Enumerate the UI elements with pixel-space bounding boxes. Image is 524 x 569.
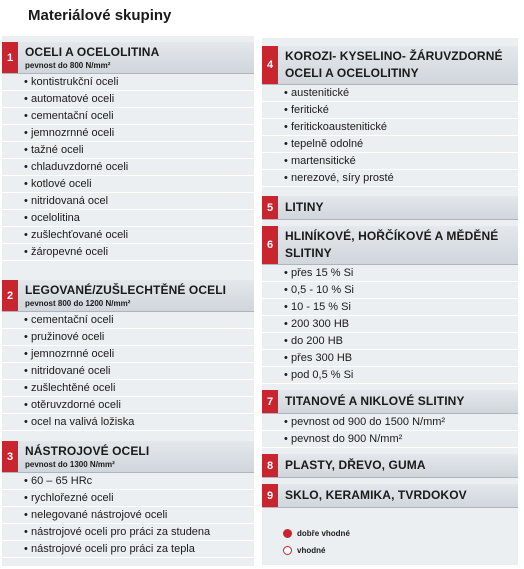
group-number: 1 [2,42,18,73]
group-items [262,414,518,448]
group-header [262,390,518,414]
legend-ok-label: vhodné [297,546,326,555]
bullet-icon: • [24,509,28,521]
group-7 [262,390,518,448]
bullet-icon: • [24,416,28,428]
list-item-label: otěruvzdorné oceli [31,399,121,411]
list-item-label: pod 0,5 % Si [291,369,354,381]
list-item [2,346,254,363]
list-item [2,91,254,108]
bullet-icon: • [284,121,288,133]
list-item [2,380,254,397]
bullet-icon: • [284,138,288,150]
group-header [2,280,254,312]
group-6 [262,226,518,384]
bullet-icon: • [24,229,28,241]
group-2 [2,280,254,431]
group-number: 5 [262,196,278,219]
group-header [262,454,518,478]
group-9 [262,484,518,508]
list-item [262,299,518,316]
list-item-label: přes 15 % Si [291,267,354,279]
legend-good-label: dobře vhodné [297,529,350,538]
list-item-label: tepelně odolné [291,138,364,150]
list-item [262,367,518,384]
list-item [2,159,254,176]
list-item [2,125,254,142]
group-title: OCELI A OCELOLITINA [25,45,160,59]
list-item-label: nerezové, síry prosté [291,172,394,184]
list-item [2,363,254,380]
list-item [2,74,254,91]
bullet-icon: • [284,301,288,313]
list-item-label: pružinové oceli [31,331,105,343]
list-item [262,136,518,153]
bullet-icon: • [24,127,28,139]
list-item-label: cementační oceli [31,314,114,326]
group-title: NÁSTROJOVÉ OCELI [25,444,150,458]
group-header [262,46,518,85]
list-item [262,333,518,350]
list-item-label: kotlové oceli [31,178,92,190]
list-item-label: martensitické [291,155,356,167]
filled-circle-icon [283,529,292,538]
bullet-icon: • [284,433,288,445]
group-items [2,74,254,261]
bullet-icon: • [24,314,28,326]
list-item-label: žáropevné oceli [31,246,109,258]
group-number: 3 [2,441,18,472]
list-item-label: feritické [291,104,329,116]
list-item-label: jemnozrnné oceli [31,127,115,139]
list-item [262,265,518,282]
list-item [2,193,254,210]
list-item [2,108,254,125]
group-subtitle: pevnost do 1300 N/mm² [25,460,115,469]
list-item [2,490,254,507]
list-item-label: 200 300 HB [291,318,350,330]
group-title: TITANOVÉ A NIKLOVÉ SLITINY [285,394,465,408]
list-item [262,431,518,448]
bullet-icon: • [284,369,288,381]
group-number: 9 [262,484,278,507]
group-header [2,42,254,74]
bullet-icon: • [284,172,288,184]
list-item [262,119,518,136]
bullet-icon: • [24,492,28,504]
list-item-label: nitridovaná ocel [31,195,109,207]
group-subtitle: pevnost 800 do 1200 N/mm² [25,299,131,308]
group-title-line2: SLITINY [285,246,332,260]
bullet-icon: • [284,155,288,167]
list-item [2,312,254,329]
list-item [2,142,254,159]
list-item-label: feritickoaustenitické [291,121,387,133]
list-item-label: nástrojové oceli pro práci za studena [31,526,211,538]
group-title-line2: OCELI A OCELOLITINY [285,66,419,80]
list-item-label: ocel na valivá ložiska [31,416,135,428]
list-item [2,329,254,346]
group-number: 4 [262,46,278,84]
list-item [262,316,518,333]
bullet-icon: • [24,543,28,555]
group-title: LEGOVANÉ/ZUŠLECHTĚNÉ OCELI [25,283,227,297]
list-item [262,102,518,119]
list-item-label: 60 – 65 HRc [31,475,93,487]
list-item-label: rychlořezné oceli [31,492,114,504]
bullet-icon: • [24,178,28,190]
list-item-label: ocelolitina [31,212,80,224]
group-items [2,312,254,431]
legend-ok [283,546,325,555]
bullet-icon: • [284,352,288,364]
list-item [2,414,254,431]
list-item [2,227,254,244]
list-item-label: chladuvzdorné oceli [31,161,129,173]
bullet-icon: • [284,267,288,279]
bullet-icon: • [24,475,28,487]
list-item [262,153,518,170]
list-item-label: přes 300 HB [291,352,353,364]
legend-good [283,529,350,538]
group-3 [2,441,254,558]
bullet-icon: • [24,144,28,156]
list-item [2,397,254,414]
list-item [262,350,518,367]
list-item-label: nelegované nástrojové oceli [31,509,168,521]
group-number: 6 [262,226,278,264]
bullet-icon: • [24,246,28,258]
list-item [262,282,518,299]
list-item [262,85,518,102]
right-column [262,38,518,565]
list-item [2,524,254,541]
list-item-label: 0,5 - 10 % Si [291,284,354,296]
group-number: 8 [262,454,278,477]
list-item-label: nástrojové oceli pro práci za tepla [31,543,195,555]
bullet-icon: • [284,87,288,99]
bullet-icon: • [284,284,288,296]
group-title: KOROZI- KYSELINO- ŽÁRUVZDORNÉ [285,49,503,63]
list-item [2,507,254,524]
bullet-icon: • [24,76,28,88]
group-subtitle: pevnost do 800 N/mm² [25,61,111,70]
bullet-icon: • [24,212,28,224]
bullet-icon: • [24,93,28,105]
empty-circle-icon [283,546,292,555]
bullet-icon: • [24,331,28,343]
group-header [262,226,518,265]
list-item [2,210,254,227]
group-header [262,484,518,508]
list-item [2,244,254,261]
group-title: HLINÍKOVÉ, HOŘČÍKOVÉ A MĚDĚNÉ [285,229,499,243]
group-header [2,441,254,473]
bullet-icon: • [284,318,288,330]
list-item [2,541,254,558]
bullet-icon: • [24,382,28,394]
group-8 [262,454,518,478]
bullet-icon: • [24,399,28,411]
bullet-icon: • [24,110,28,122]
list-item [262,170,518,187]
group-items [262,265,518,384]
bullet-icon: • [24,365,28,377]
page-title: Materiálové skupiny [28,7,172,24]
bullet-icon: • [284,104,288,116]
group-header [262,196,518,220]
list-item-label: 10 - 15 % Si [291,301,351,313]
bullet-icon: • [24,161,28,173]
list-item-label: jemnozrnné oceli [31,348,115,360]
list-item-label: kontistrukční oceli [31,76,119,88]
bullet-icon: • [284,416,288,428]
list-item-label: automatové oceli [31,93,115,105]
bullet-icon: • [24,526,28,538]
list-item-label: do 200 HB [291,335,343,347]
group-4 [262,46,518,187]
list-item-label: pevnost od 900 do 1500 N/mm² [291,416,446,428]
list-item-label: pevnost do 900 N/mm² [291,433,403,445]
list-item [2,473,254,490]
group-number: 7 [262,390,278,413]
list-item-label: nitridované oceli [31,365,111,377]
list-item-label: tažné oceli [31,144,84,156]
list-item-label: cementační oceli [31,110,114,122]
bullet-icon: • [24,348,28,360]
list-item-label: zušlechťované oceli [31,229,129,241]
group-items [262,85,518,187]
left-column [2,36,254,566]
group-title: SKLO, KERAMIKA, TVRDOKOV [285,488,467,502]
group-title: LITINY [285,200,324,214]
list-item-label: austenitické [291,87,350,99]
group-5 [262,196,518,220]
list-item [262,414,518,431]
group-1 [2,42,254,261]
group-title: PLASTY, DŘEVO, GUMA [285,458,426,472]
list-item-label: zušlechtěné oceli [31,382,116,394]
list-item [2,176,254,193]
group-number: 2 [2,280,18,311]
bullet-icon: • [24,195,28,207]
bullet-icon: • [284,335,288,347]
group-items [2,473,254,558]
